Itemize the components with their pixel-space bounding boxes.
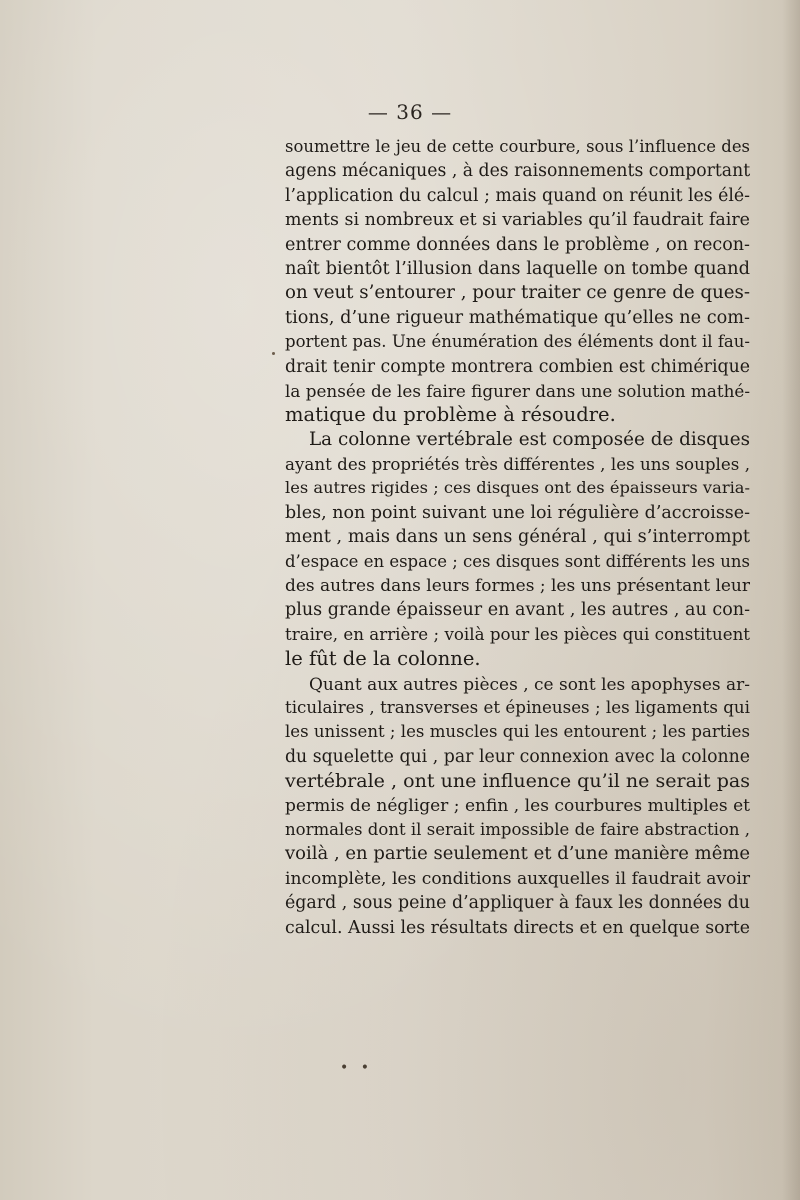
text-line: matique du problème à résoudre. (285, 403, 616, 427)
text-line: ticulaires , transverses et épineuses ; les ligaments qui (285, 697, 750, 717)
text-line: ayant des propriétés très différentes , les uns souples , (285, 454, 750, 475)
text-line: les unissent ; les muscles qui les entourent ; les parties (285, 722, 750, 742)
text-line: tions, d’une rigueur mathématique qu’elles ne com- (285, 307, 750, 328)
text-line: on veut s’entourer , pour traiter ce genre de ques- (285, 282, 750, 304)
text-line: calcul. Aussi les résultats directs et en quelque sorte (285, 917, 750, 938)
text-line: ment , mais dans un sens général , qui s’interrompt (285, 527, 750, 548)
text-line: incomplète, les conditions auxquelles il faudrait avoir (285, 868, 750, 889)
text-line: agens mécaniques , à des raisonnements comportant (285, 161, 751, 182)
text-line: les autres rigides ; ces disques ont des épaisseurs varia- (285, 478, 750, 498)
text-line: soumettre le jeu de cette courbure, sous l’influence des (285, 137, 750, 156)
text-line: Quant aux autres pièces , ce sont les apophyses ar- (309, 673, 750, 694)
text-line: La colonne vertébrale est composée de disques (309, 428, 750, 450)
text-line: permis de négliger ; enfin , les courbures multiples et (285, 795, 750, 816)
paragraph-3 (285, 672, 750, 940)
page-edge-shadow (782, 0, 800, 1200)
text-line: voilà , en partie seulement et d’une manière même (285, 843, 750, 865)
text-line: plus grande épaisseur en avant , les autres , au con- (285, 600, 750, 621)
ink-speck (272, 352, 275, 355)
text-line: le fût de la colonne. (285, 647, 481, 671)
text-line: ments si nombreux et si variables qu’il faudrait faire (285, 210, 750, 231)
text-line: égard , sous peine d’appliquer à faux les données du (285, 893, 750, 914)
text-line: bles, non point suivant une loi régulière d’accroisse- (285, 502, 750, 523)
text-line: du squelette qui , par leur connexion avec la colonne (285, 746, 750, 767)
text-line: portent pas. Une énumération des éléments dont il fau- (285, 332, 750, 352)
ink-specks: • • (340, 1060, 373, 1076)
text-line: vertébrale , ont une influence qu’il ne serait pas (285, 770, 750, 793)
paragraph-1 (285, 135, 750, 428)
text-line: d’espace en espace ; ces disques sont différents les uns (285, 551, 751, 571)
body-text (285, 135, 750, 940)
text-line: normales dont il serait impossible de faire abstraction , (285, 819, 750, 839)
text-line: des autres dans leurs formes ; les uns présentant leur (285, 576, 750, 597)
text-line: entrer comme données dans le problème , on recon- (285, 234, 750, 255)
text-line: l’application du calcul ; mais quand on réunit les élé- (285, 185, 750, 206)
text-line: la pensée de les faire figurer dans une solution mathé- (285, 380, 750, 401)
text-line: traire, en arrière ; voilà pour les pièces qui constituent (285, 624, 750, 644)
paragraph-2 (285, 428, 750, 672)
text-line: drait tenir compte montrera combien est chimérique (285, 356, 750, 377)
text-line: naît bientôt l’illusion dans laquelle on tombe quand (285, 257, 750, 279)
page-number: — 36 — (367, 100, 453, 124)
